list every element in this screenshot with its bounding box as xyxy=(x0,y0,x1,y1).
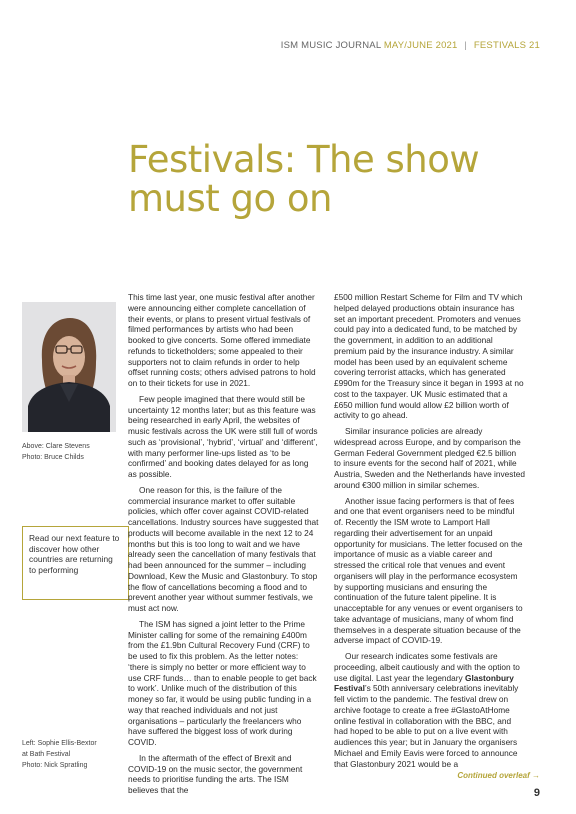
paragraph: This time last year, one music festival after another were announcing either complete cancellation of their events, or plans to present virtual festivals of filmed performances by artists who had been booked to give concerts. Some offered immediate refunds to ticketholders; some appealed to their supporters not to claim refunds in order to help offset running costs; others advised patrons to hold on to their tickets for use in 2021. xyxy=(128,292,316,388)
photo-caption xyxy=(22,441,90,463)
callout-box: Read our next feature to discover how other countries are returning to performing xyxy=(22,526,129,600)
body-column-2 xyxy=(334,292,525,774)
paragraph: Similar insurance policies are already widespread across Europe, and by comparison the German Federal Government pledged €2.5 billion to insure events for the second half of 2021, while Austria, Sweden and the Netherlands have invested around €300 million in similar schemes. xyxy=(334,426,525,490)
lower-caption-credit: Photo: Nick Spratling xyxy=(22,762,88,769)
portrait-illustration xyxy=(22,302,116,432)
paragraph: Another issue facing performers is that of fees and one that event organisers need to be mindful of. Recently the ISM wrote to Lamport Hall regarding their advertisement for an unpaid opportunity for musicians. The letter focused on the importance of music as a viable career and stressed the critical role that venues and event organisers will play in the performance ecosystem by supporting musicians and ensuring the continuation of the future talent pipeline. It is unacceptable for any venues or event organisers to take advantage of musicians, many of whom find themselves in a desperate situation because of the adverse impact of COVID-19. xyxy=(334,495,523,646)
lower-caption-line2: at Bath Festival xyxy=(22,751,71,758)
caption-credit: Photo: Bruce Childs xyxy=(22,454,84,461)
continued-link[interactable]: Continued overleaf → xyxy=(457,771,540,780)
page-title: Festivals: The show must go on xyxy=(128,138,480,220)
text-run: ’s 50th anniversary celebrations inevitably fell victim to the pandemic. The festival drew on archive footage to create a free #GlastoAtHome online festival in collaboration with the BBC, and had hoped to be able to put on a live event with audiences this year; but in January the organisers Michael and Emily Eavis were forced to announce that Glastonbury 2021 would be a xyxy=(334,683,519,769)
header-separator: | xyxy=(464,40,468,51)
portrait-photo-clare-stevens xyxy=(22,302,116,432)
body-column-1 xyxy=(128,292,319,801)
paragraph: In the aftermath of the effect of Brexit and COVID-19 on the music sector, the government needs to prioritise funding the arts. The ISM believes that the xyxy=(128,752,303,795)
caption-subject: Above: Clare Stevens xyxy=(22,443,90,450)
issue-date: MAY/JUNE 2021 xyxy=(383,40,458,51)
journal-name: ISM MUSIC JOURNAL xyxy=(280,40,381,51)
paragraph xyxy=(334,651,525,769)
text-run: Our research indicates some festivals are proceeding, albeit cautiously and with the option to use digital. Last year the legendary xyxy=(334,651,520,683)
running-header xyxy=(281,40,540,51)
paragraph: One reason for this, is the failure of the commercial insurance market to offer suitable policies, which offer cover against COVID-related cancellations. Industry sources have suggested that products will become available in the next 12 to 24 months but this is too long to wait and we have already seen the cancellation of many festivals that had been announced for the summer – including Download, Kew the Music and Glastonbury. To stop the flow of cancellations becoming a flood and to prevent another year without summer festivals, we must act now. xyxy=(128,484,319,613)
lower-caption-line1: Left: Sophie Ellis-Bextor xyxy=(22,740,97,747)
page-number: 9 xyxy=(533,787,540,799)
section-label: FESTIVALS 21 xyxy=(473,40,540,51)
paragraph: £500 million Restart Scheme for Film and TV which helped delayed productions obtain insurance has set an important precedent. Promoters and venues could pay into a dedicated fund, to be matched by the government, in addition to an additional premium paid by the insurance industry. A similar model has been used by an equivalent scheme covering terrorist attacks, which has generated £990m for the Treasury since it began in 1993 at no cost to the taxpayer. UK Music estimated that a £650 million fund would allow £2 billion worth of activity to go ahead. xyxy=(334,292,524,421)
paragraph: Few people imagined that there would still be uncertainty 12 months later; but as this feature was being researched in early April, the websites of music festivals across the UK were still full of words such as ‘provisional’, ‘hybrid’, ‘virtual’ and ‘different’, with many performer line-ups listed as ‘to be confirmed’ and booking dates delayed for as long as possible. xyxy=(128,393,318,479)
bold-festival-name: Glastonbury Festival xyxy=(334,672,514,694)
paragraph: The ISM has signed a joint letter to the Prime Minister calling for some of the remaining £400m from the £1.9bn Cultural Recovery Fund (CRF) to be used to fix this problem. As the letter notes: ‘there is simply no better or more efficient way to use CRF funds… than to enable people to get back to work’. Unlike much of the distribution of this money so far, it would be using public funding in a way that reached individuals and not just organisations – particularly the freelancers who have suffered the biggest loss of work during COVID. xyxy=(128,618,317,747)
lower-photo-caption xyxy=(22,738,97,771)
